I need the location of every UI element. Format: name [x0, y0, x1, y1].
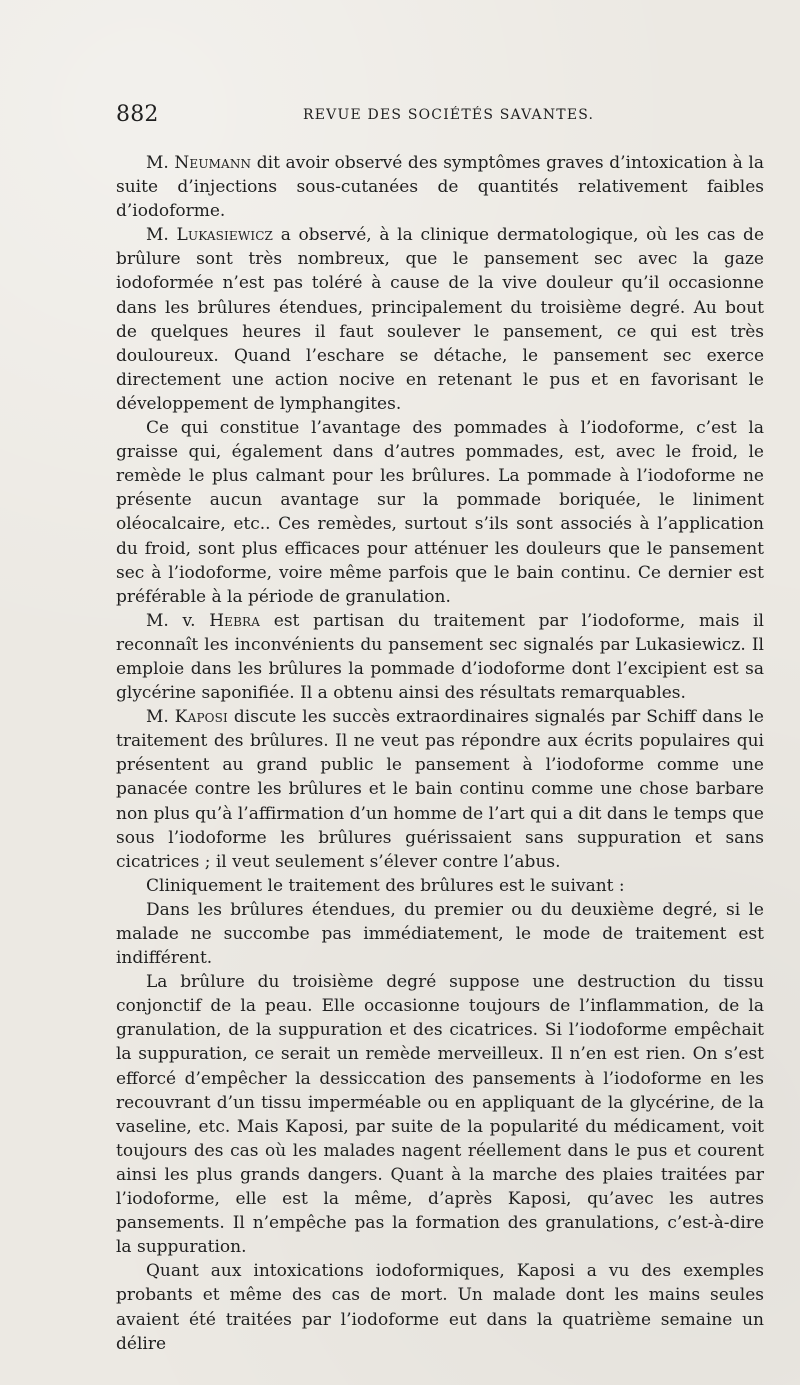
paragraph-hebra: M. v. Hebra est partisan du traitement par l’iodoforme, mais il reconnaît les inconvénients du pansement sec signalés par Lukasiewicz. Il emploie dans les brûlures la pommade d’iodoforme dont l’excipient est sa glycérine saponifiée. Il a obtenu ainsi des résultats remarquables.	[116, 610, 764, 704]
speaker-name: Kaposi	[174, 707, 228, 728]
speaker-name: Lukasiewicz	[176, 225, 274, 246]
running-header	[116, 101, 764, 129]
page-number: 882	[116, 102, 159, 127]
speaker-name: Neumann	[174, 153, 252, 173]
paragraph-third-degree: La brûlure du troisième degré suppose une destruction du tissu conjonctif de la peau. Elle occasionne toujours de l’inflammation, de la granulation, de la suppuration et des cicatrices. Si l’iodoforme empêchait la suppuration, ce serait un remède merveilleux. Il n’en est rien. On s’est efforcé d’empêcher la dessiccation des pansements à l’iodoforme en les recouvrant d’un tissu imperméable ou en appliquant de la glycérine, de la vaseline, etc. Mais Kaposi, par suite de la popularité du médicament, voit toujours des cas où les malades nagent réellement dans le pus et courent ainsi les plus grands dangers. Quant à la marche des plaies traitées par l’iodoforme, elle est la même, d’après Kaposi, qu’avec les autres pansements. Il n’empêche pas la formation des granulations, c’est-à-dire la suppuration.	[116, 972, 764, 1258]
paragraph-neumann: M. Neumann dit avoir observé des symptômes graves d’intoxication à la suite d’injections sous-cutanées de quantités relativement faibles d’iodoforme.	[116, 153, 764, 222]
paragraph-first-second-degree: Dans les brûlures étendues, du premier ou du deuxième degré, si le malade ne succombe pas immédiatement, le mode de traitement est indifférent.	[116, 899, 764, 969]
paragraph-lukasiewicz: M. Lukasiewicz a observé, à la clinique dermatologique, où les cas de brûlure sont très nombreux, que le pansement sec avec la gaze iodoformée n’est pas toléré à cause de la vive douleur qu’il occasionne dans les brûlures étendues, principalement du troisième degré. Au bout de quelques heures il faut soulever le pansement, ce qui est très douloureux. Quand l’eschare se détache, le pansement sec exerce directement une action nocive en retenant le pus et en favorisant le développement de lymphangites.	[116, 225, 764, 414]
paragraph-pommades: Ce qui constitue l’avantage des pommades à l’iodoforme, c’est la graisse qui, également dans d’autres pommades, est, avec le froid, le remède le plus calmant pour les brûlures. La pommade à l’iodoforme ne présente aucun avantage sur la pommade boriquée, le liniment oléocalcaire, etc.. Ces remèdes, surtout s’ils sont associés à l’application du froid, sont plus efficaces pour atténuer les douleurs que le pansement sec à l’iodoforme, voire même parfois que le bain continu. Ce dernier est préférable à la période de granulation.	[116, 418, 764, 607]
journal-title: REVUE DES SOCIÉTÉS SAVANTES.	[303, 107, 595, 123]
article-text	[116, 151, 764, 1356]
paragraph-clinical-treatment: Cliniquement le traitement des brûlures est le suivant :	[146, 875, 625, 896]
paragraph-intoxications: Quant aux intoxications iodoformiques, Kaposi a vu des exemples probants et même des cas de mort. Un malade dont les mains seules avaient été traitées par l’iodoforme eut dans la quatrième semaine un délire	[116, 1261, 764, 1354]
speaker-name: Hebra	[209, 610, 261, 631]
paragraph-kaposi: M. Kaposi discute les succès extraordinaires signalés par Schiff dans le traitement des brûlures. Il ne veut pas répondre aux écrits populaires qui présentent au grand public le pansement à l’iodoforme comme une panacée contre les brûlures et le bain continu comme une chose barbare non plus qu’à l’affirmation d’un homme de l’art qui a dit dans le temps que sous l’iodoforme les brûlures guérissaient sans suppuration et sans cicatrices ; il veut seulement s’élever contre l’abus.	[116, 707, 764, 872]
